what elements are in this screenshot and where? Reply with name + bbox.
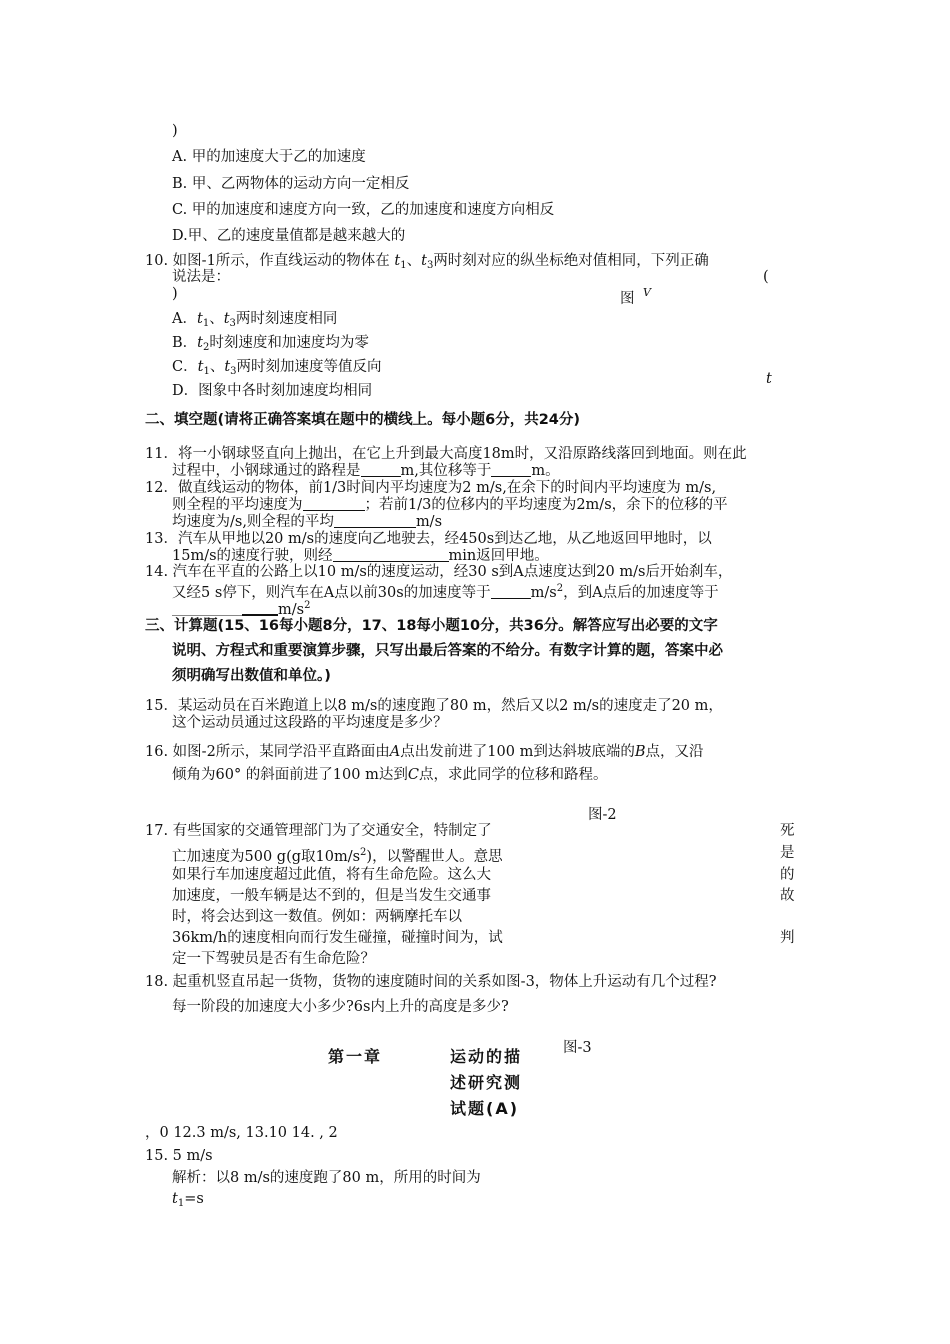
q17-line1: 17. 有些国家的交通管理部门为了交通安全，特制定了 — [145, 823, 492, 839]
q10-axis-v: V — [643, 286, 651, 299]
q17-line6: 36km/h的速度相向而行发生碰撞，碰撞时间为，试 — [172, 930, 503, 946]
q13-line2: 15m/s的速度行驶，则经 min返回甲地。 — [172, 548, 549, 564]
q17-right-char-1: 死 — [780, 823, 795, 839]
q17-right-char-3: 的 — [780, 867, 795, 883]
q11-line2: 过程中，小钢球通过的路程是 m,其位移等于 m。 — [172, 463, 560, 479]
q11-blank-1 — [361, 462, 401, 477]
section2-heading: 二、填空题(请将正确答案填在题中的横线上。每小题6分，共24分) — [145, 412, 581, 428]
q10-option-c: C．$t_1$、$t_3$两时刻加速度等值反向 — [172, 359, 382, 377]
q12-line3: 均速度为/s,则全程的平均 m/s — [172, 514, 443, 530]
q18-line1: 18. 起重机竖直吊起一货物，货物的速度随时间的关系如图-3，物体上升运动有几个过程? — [145, 974, 717, 990]
q10-option-a: A．$t_1$、$t_3$两时刻速度相同 — [172, 311, 338, 329]
answer-title-chapter: 第一章 — [328, 1047, 383, 1066]
q11-blank-2 — [491, 462, 531, 477]
q17-line3: 如果行车加速度超过此值，将有生命危险。这么大 — [172, 867, 491, 883]
q18-figure-label: 图-3 — [563, 1040, 592, 1056]
answers-line1: ，0 12.3 m/s, 13.10 14. , 2 — [145, 1125, 338, 1141]
q12-line2: 则全程的平均速度为 ；若前1/3的位移内的平均速度为2m/s，余下的位移的平 — [172, 497, 728, 513]
q18-line2: 每一阶段的加速度大小多少?6s内上升的高度是多少? — [172, 999, 509, 1015]
q9-option-b: B. 甲、乙两物体的运动方向一定相反 — [172, 176, 410, 192]
q10-stem: 10. 如图-1所示，作直线运动的物体在 $t_1$、$t_3$两时刻对应的纵坐标绝对值相同，下列正确 — [145, 253, 709, 271]
q10-stem-line2: 说法是： — [172, 269, 230, 285]
q17-line5: 时，将会达到这一数值。例如：两辆摩托车以 — [172, 909, 462, 925]
section3-line3: 须明确写出数值和单位。) — [172, 668, 331, 684]
q14-blank-2b — [242, 600, 278, 616]
answer-title-line1: 运动的描 — [450, 1047, 523, 1066]
section3-line1: 三、计算题(15、16每小题8分，17、18每小题10分，共36分。解答应写出必要的文字 — [145, 618, 718, 634]
q12-blank-2 — [334, 513, 416, 528]
q10-option-b: B．$t_2$时刻速度和加速度均为零 — [172, 335, 369, 353]
q9-option-c: C. 甲的加速度和速度方向一致，乙的加速度和速度方向相反 — [172, 202, 555, 218]
q16-line1: 16. 如图-2所示，某同学沿平直路面由A点出发前进了100 m到达斜坡底端的B点，又沿 — [145, 744, 704, 760]
q11-line1: 11．将一小钢球竖直向上抛出，在它上升到最大高度18m时，又沿原路线落回到地面。则在此 — [145, 446, 747, 462]
q10-figure-label: 图 — [620, 291, 635, 307]
q17-line7: 定一下驾驶员是否有生命危险？ — [172, 951, 375, 967]
q13-line1: 13．汽车从甲地以20 m/s的速度向乙地驶去，经450s到达乙地，从乙地返回甲地时，以 — [145, 531, 712, 547]
q10-paren-close: ) — [172, 286, 178, 302]
section3-line2: 说明、方程式和重要演算步骤，只写出最后答案的不给分。有数字计算的题，答案中必 — [172, 643, 723, 659]
answer-title-line3: 试题(A) — [450, 1099, 520, 1118]
q15-line1: 15．某运动员在百米跑道上以8 m/s的速度跑了80 m，然后又以2 m/s的速度走了20 m， — [145, 698, 723, 714]
q9-paren: ) — [172, 123, 178, 139]
q14-blank-2a — [172, 601, 242, 616]
q12-line1: 12．做直线运动的物体，前1/3时间内平均速度为2 m/s,在余下的时间内平均速度为 m/s, — [145, 480, 717, 496]
q15-line2: 这个运动员通过这段路的平均速度是多少？ — [172, 715, 448, 731]
q17-line2: 亡加速度为500 g(g取$10m/s^2$)，以警醒世人。意思 — [172, 847, 503, 865]
q10-paren-open: ( — [763, 269, 769, 285]
answers-line2: 15. 5 m/s — [145, 1148, 213, 1164]
answer-title-line2: 述研究测 — [450, 1073, 523, 1092]
q17-right-char-2: 是 — [780, 845, 795, 861]
answers-line4: $t_1=s$ — [172, 1191, 204, 1209]
q17-line4: 加速度，一般车辆是达不到的，但是当发生交通事 — [172, 888, 491, 904]
answers-line3: 解析：以8 m/s的速度跑了80 m，所用的时间为 — [172, 1170, 481, 1186]
q9-option-a: A. 甲的加速度大于乙的加速度 — [172, 149, 366, 165]
q14-blank-1 — [491, 584, 531, 599]
q17-right-char-4: 故 — [780, 888, 795, 904]
q14-line1: 14. 汽车在平直的公路上以10 m/s的速度运动，经30 s到A点速度达到20 m/s后开始刹车， — [145, 564, 733, 580]
q14-line2: 又经5 s停下，则汽车在A点以前30s的加速度等于 $m/s^2$，到A点后的加速度等于 — [172, 583, 719, 601]
q16-figure-label: 图-2 — [588, 807, 617, 823]
q10-option-d: D．图象中各时刻加速度均相同 — [172, 383, 373, 399]
q12-blank-1 — [303, 496, 365, 511]
q16-line2: 倾角为60° 的斜面前进了100 m达到C点，求此同学的位移和路程。 — [172, 767, 608, 783]
q9-option-d: D.甲、乙的速度量值都是越来越大的 — [172, 228, 406, 244]
q10-axis-t: t — [766, 371, 772, 387]
q14-line3: $m/s^2$ — [172, 597, 310, 619]
q17-right-char-5: 判 — [780, 930, 795, 946]
q13-blank — [333, 547, 449, 562]
